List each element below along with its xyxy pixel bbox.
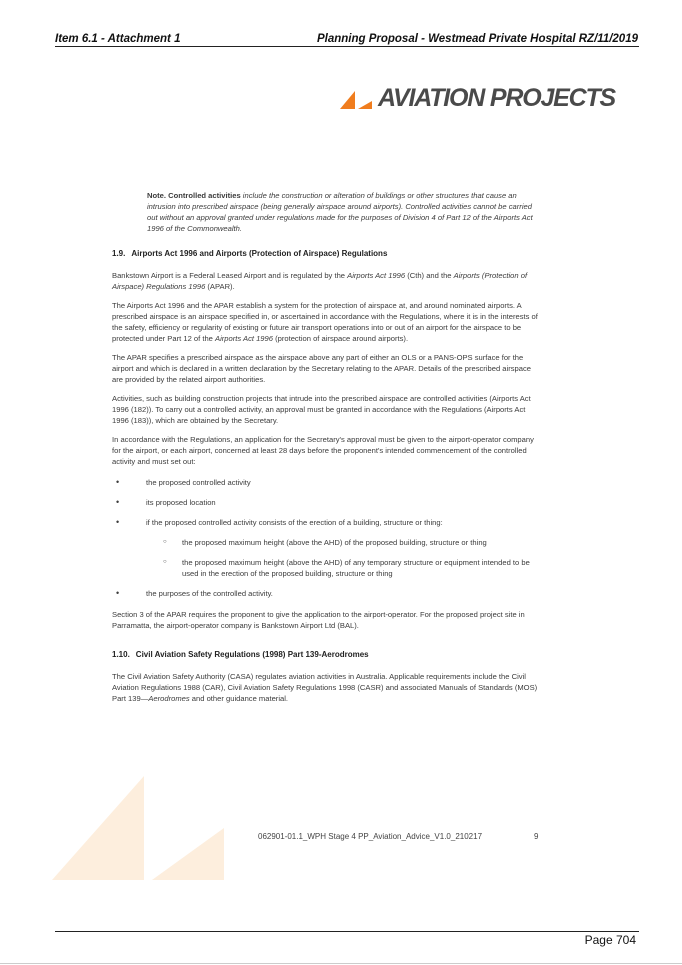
text: (APAR). <box>205 282 235 291</box>
list-item: • its proposed location <box>112 497 540 508</box>
header-document-title: Planning Proposal - Westmead Private Hospital RZ/11/2019 <box>316 33 638 45</box>
paragraph <box>112 300 540 344</box>
document-page-number: 9 <box>534 832 539 841</box>
sub-list <box>146 537 540 579</box>
section-title: Airports Act 1996 and Airports (Protection of Airspace) Regulations <box>131 249 388 258</box>
sub-list-item: ○ the proposed maximum height (above the AHD) of the proposed building, structure or thing <box>146 537 540 548</box>
text: Bankstown Airport is a Federal Leased Airport and is regulated by the <box>112 271 348 280</box>
aviation-projects-logo-icon <box>340 88 374 110</box>
sub-list-item: ○ the proposed maximum height (above the AHD) of any temporary structure or equipment intended to be used in the erection of the proposed building, structure or thing <box>146 557 540 579</box>
company-logo <box>340 84 615 113</box>
paragraph: Activities, such as building construction projects that intrude into the prescribed airspace are controlled activities (Airports Act 1996 (182)). To carry out a controlled activity, an approval must be granted in accordance with the Regulations (Airports Act 1996 (183)), which are obtained by the Secretary. <box>112 394 531 425</box>
text: The Airports Act 1996 and the APAR establish a system for the protection of airspace at, and around nominated airports. A prescribed airspace is an airspace specified in, or ascertained in accordance with the Regulations, where it is in the interests of the safety, efficiency or regularity of existing or future air transport operations into or out of an airport for the airspace to be protected under Part 12 of the <box>112 301 538 343</box>
regulation-name: Airports (Protection of Airspace) Regulations 1996 <box>112 271 528 291</box>
logo-triangle <box>340 91 355 109</box>
header-attachment-label: Item 6.1 - Attachment 1 <box>55 33 181 45</box>
footer-rule <box>55 931 639 932</box>
paragraph: Section 3 of the APAR requires the proponent to give the application to the airport-operator. For the proposed project site in Parramatta, the airport-operator company is Bankstown Airport Ltd (BAL). <box>112 610 525 630</box>
paragraph: In accordance with the Regulations, an application for the Secretary's approval must be given to the airport-operator company for the airport, or each airport, concerned at least 28 days before the proponent's intended commencement of the controlled activity and must set out: <box>112 435 534 466</box>
list-item: • the purposes of the controlled activity. <box>112 588 540 599</box>
act-name: Airports Act 1996 <box>215 334 273 343</box>
aerodromes-italic: Aerodromes <box>148 694 190 703</box>
watermark-block <box>152 828 224 880</box>
controlled-activities-note <box>147 190 540 234</box>
paragraph <box>112 671 540 704</box>
header-rule <box>55 46 639 47</box>
text: and other guidance material. <box>189 694 289 703</box>
section-number: 1.10. <box>112 650 130 659</box>
list-item-text: if the proposed controlled activity consists of the erection of a building, structure or thing: <box>146 518 443 527</box>
document-reference: 062901-01.1_WPH Stage 4 PP_Aviation_Advice_V1.0_210217 <box>258 832 483 841</box>
application-requirements-list <box>112 477 540 599</box>
act-name: Airports Act 1996 <box>347 271 406 280</box>
page-number: Page 704 <box>584 933 636 947</box>
note-label: Note. Controlled activities <box>147 191 241 200</box>
text: (protection of airspace around airports). <box>272 334 409 343</box>
paragraph <box>112 270 540 292</box>
paragraph: The APAR specifies a prescribed airspace as the airspace above any part of either an OLS or a PANS-OPS surface for the airport and which is declared in a written declaration by the Secretary relating to the APAR. Details of the prescribed airspace are provided by the related airport authorities. <box>112 353 531 384</box>
text: (Cth) and the <box>405 271 454 280</box>
list-item <box>112 517 540 579</box>
note-text: include the construction or alteration of buildings or other structures that cause an intrusion into prescribed airspace (being generally airspace around airports). Controlled activities cannot be carried out without an approval granted under regulations made for the purposes of Division 4 of Part 12 of the Airports Act 1996 of the Commonwealth. <box>147 191 533 233</box>
section-number: 1.9. <box>112 249 126 258</box>
logo-block <box>358 101 372 109</box>
section-1-9-heading <box>112 248 540 259</box>
section-1-10-heading <box>112 649 540 660</box>
list-item: • the proposed controlled activity <box>112 477 540 488</box>
section-title: Civil Aviation Safety Regulations (1998) Part 139-Aerodromes <box>135 650 369 659</box>
text: The Civil Aviation Safety Authority (CASA) regulates aviation activities in Australia. Applicable requirements include the Civil Aviation Regulations 1988 (CAR), Civil Aviation Safety Regulations 1998 (CASR) and associated Manuals of Standards (MOS) Part 139— <box>112 672 538 703</box>
logo-text: AVIATION PROJECTS <box>378 84 616 112</box>
page-edge <box>0 963 682 964</box>
watermark-logo-icon <box>52 776 232 882</box>
document-body <box>112 190 540 712</box>
watermark-triangle <box>52 776 144 880</box>
